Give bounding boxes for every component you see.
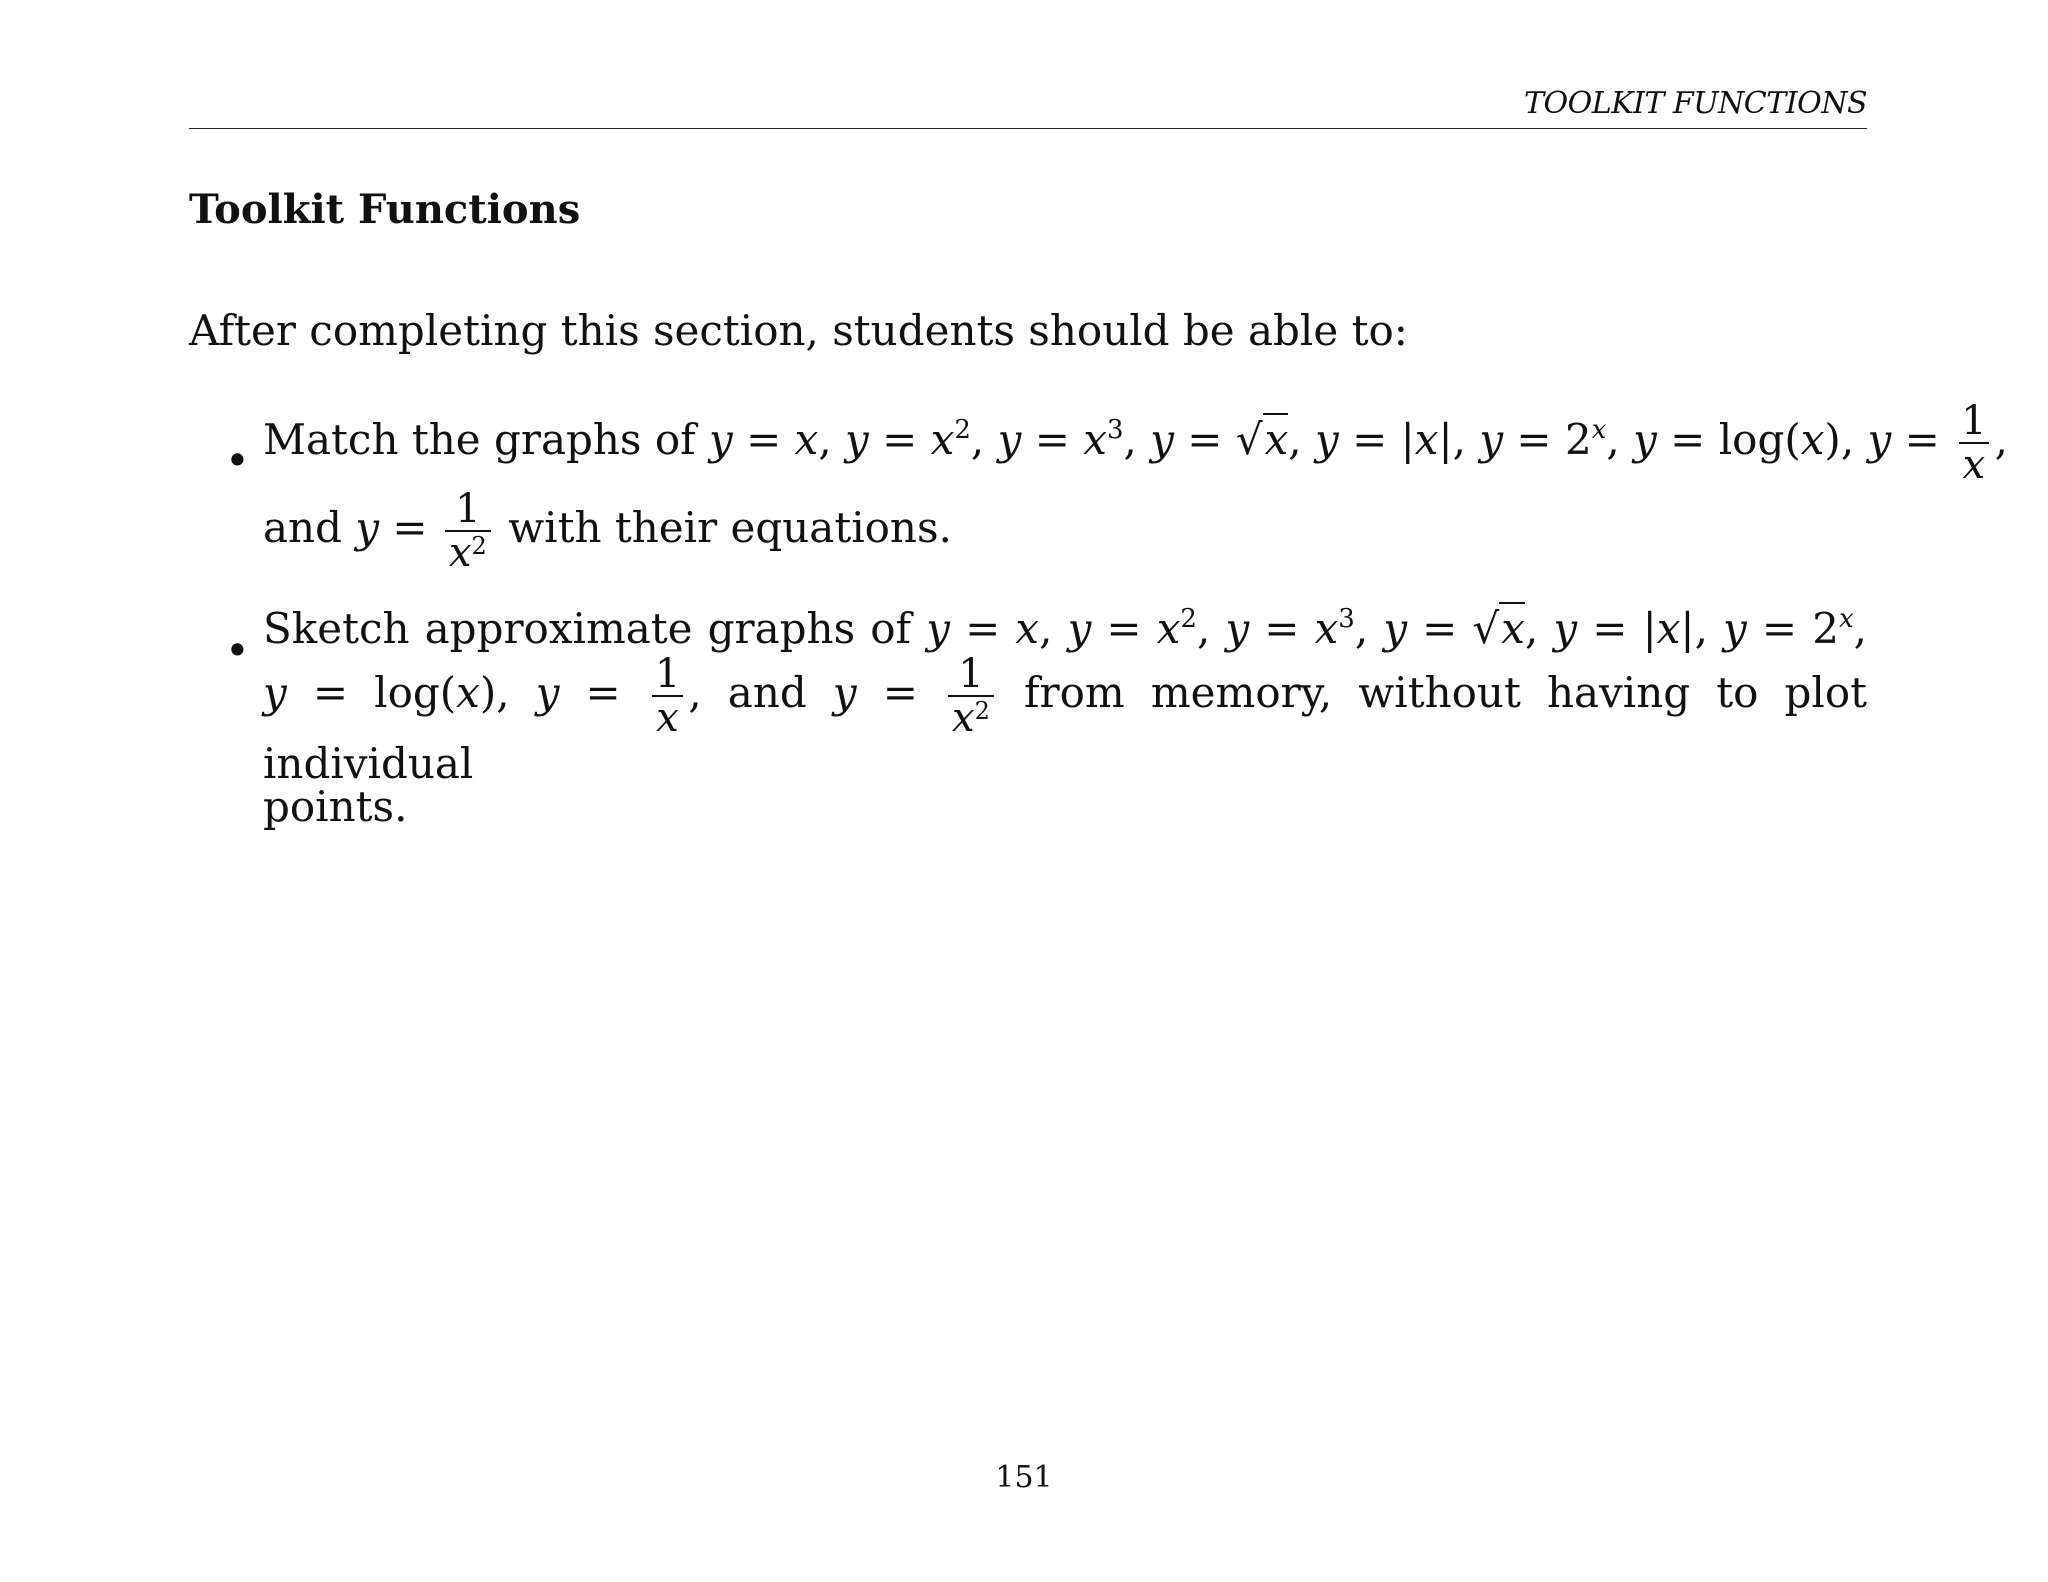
- objective-line: Sketch approximate graphs of y = x, $y = x^2$, $y = x^3$, y = √x, y = |x|, $y = 2^x$,: [263, 604, 1867, 653]
- header-rule: [189, 128, 1867, 129]
- objective-line: Match the graphs of y = x, $y = x^2$, $y = x^3$, y = √x, y = |x|, $y = 2^x$, y = log(x), y = $\frac{1}{x}$ ,: [263, 398, 2008, 488]
- math-y-eq-1-over-x2: y = $\frac{1}{x^2}$: [355, 503, 494, 552]
- math-y-eq-x3: $y = x^3$: [1225, 604, 1355, 653]
- objective-line: y = log(x), y = $\frac{1}{x}$ , and y = $\frac{1}{x^2}$ from memory, without having to plot individual: [263, 651, 1867, 788]
- math-y-eq-x: y = x: [926, 604, 1040, 653]
- page-number: 151: [995, 1460, 1053, 1495]
- objective-item-match: [189, 398, 2008, 590]
- objective-tail: with their equations.: [508, 503, 952, 552]
- math-y-eq-logx: y = log(x): [263, 668, 497, 717]
- running-header: TOOLKIT FUNCTIONS: [1524, 86, 1867, 121]
- math-y-eq-1-over-x2: y = $\frac{1}{x^2}$: [833, 668, 998, 717]
- math-y-eq-x2: $y = x^2$: [845, 415, 971, 464]
- objective-line-end: points.: [263, 782, 408, 831]
- math-y-eq-2x: $y = 2^x$: [1723, 604, 1854, 653]
- math-y-eq-x2: $y = x^2$: [1067, 604, 1197, 653]
- bullet: •: [225, 436, 250, 485]
- math-y-eq-1-over-x: y = $\frac{1}{x}$: [1868, 415, 1995, 464]
- math-y-eq-x: y = x: [709, 415, 819, 464]
- objective-tail: from memory, without having to plot individual: [263, 668, 1867, 788]
- math-y-eq-x3: $y = x^3$: [997, 415, 1124, 464]
- math-y-eq-1-over-x: y = $\frac{1}{x}$: [536, 668, 689, 717]
- objective-item-sketch: [189, 604, 1867, 831]
- objectives-list: [189, 372, 2008, 831]
- math-y-eq-absx: y = |x|: [1553, 604, 1695, 653]
- math-y-eq-2x: $y = 2^x$: [1479, 415, 1607, 464]
- math-y-eq-sqrtx: y = √x: [1383, 604, 1525, 653]
- objective-line: and y = $\frac{1}{x^2}$ with their equations.: [263, 486, 952, 576]
- math-y-eq-sqrtx: y = √x: [1150, 415, 1289, 464]
- objective-lead: Match the graphs of: [263, 415, 696, 464]
- objective-lead: Sketch approximate graphs of: [263, 604, 912, 653]
- intro-text: After completing this section, students should be able to:: [189, 306, 1408, 355]
- bullet: •: [225, 626, 250, 675]
- math-y-eq-absx: y = |x|: [1315, 415, 1453, 464]
- math-y-eq-logx: y = log(x): [1633, 415, 1841, 464]
- section-title: Toolkit Functions: [189, 186, 581, 233]
